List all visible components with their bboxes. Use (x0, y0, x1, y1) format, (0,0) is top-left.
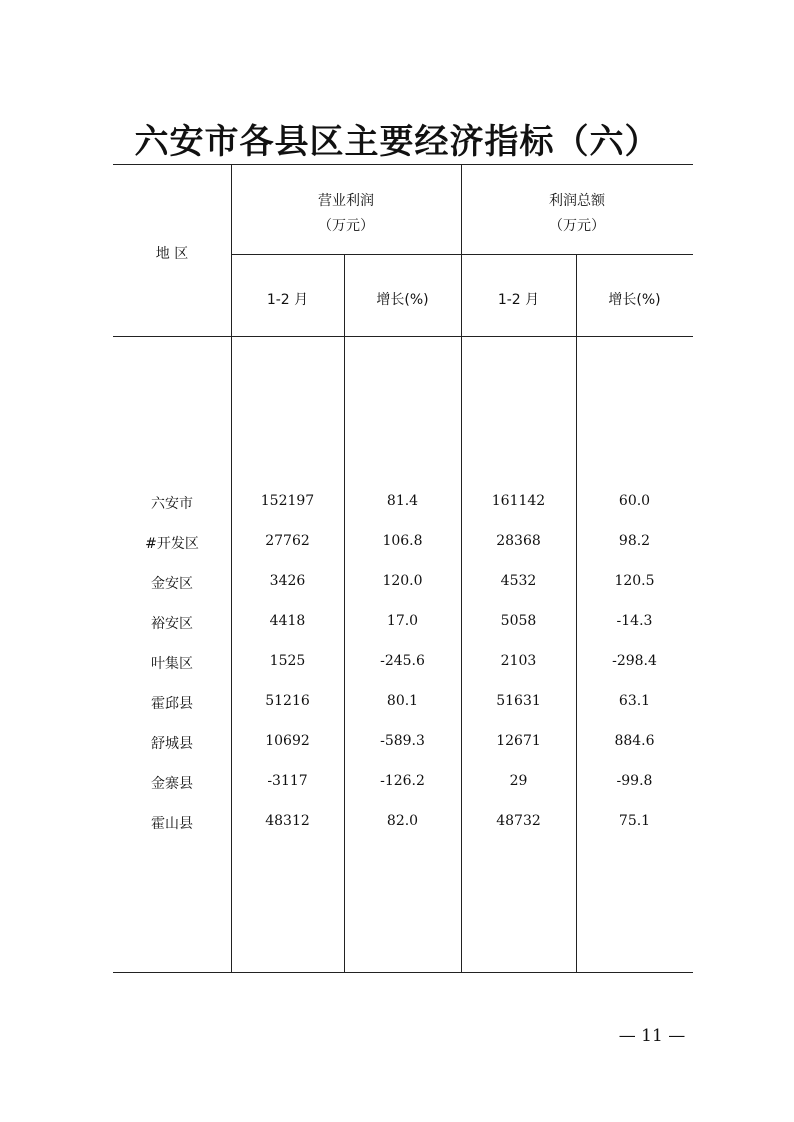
op-profit-value: 152197 (260, 493, 315, 509)
region-name: 霍邱县 (151, 696, 193, 712)
total-profit-value: 29 (509, 773, 528, 789)
page-title: 六安市各县区主要经济指标（六） (134, 122, 660, 162)
subheader-total-period: 1-2 月 (497, 292, 540, 308)
region-name: 霍山县 (151, 816, 193, 832)
header-total-profit-unit: （万元） (549, 218, 605, 234)
total-growth-value: -298.4 (612, 653, 657, 669)
header-op-profit-unit: （万元） (318, 218, 374, 234)
total-growth-value: 60.0 (618, 493, 651, 509)
table-bottom-rule (113, 972, 693, 973)
op-growth-value: 17.0 (386, 613, 419, 629)
subheader-op-period: 1-2 月 (266, 292, 309, 308)
op-growth-value: -589.3 (380, 733, 425, 749)
op-profit-value: 3426 (269, 573, 306, 589)
total-profit-value: 4532 (500, 573, 537, 589)
total-profit-value: 51631 (496, 693, 541, 709)
header-region: 地 区 (155, 246, 189, 262)
total-growth-value: 63.1 (618, 693, 651, 709)
total-growth-value: 98.2 (618, 533, 651, 549)
region-name: 金寨县 (151, 776, 193, 792)
total-growth-value: 75.1 (618, 813, 651, 829)
group-header-rule (231, 254, 693, 255)
total-profit-value: 2103 (500, 653, 537, 669)
op-growth-value: 120.0 (382, 573, 423, 589)
op-profit-value: 48312 (265, 813, 310, 829)
total-profit-value: 5058 (500, 613, 537, 629)
region-name: 叶集区 (151, 656, 193, 672)
total-profit-value: 12671 (496, 733, 541, 749)
subheader-total-growth: 增长(%) (608, 292, 661, 308)
col-divider-group (461, 164, 462, 972)
op-profit-value: 4418 (269, 613, 306, 629)
op-profit-value: 27762 (265, 533, 310, 549)
op-growth-value: -245.6 (380, 653, 425, 669)
total-growth-value: 884.6 (614, 733, 655, 749)
total-profit-value: 28368 (496, 533, 541, 549)
region-name: 舒城县 (151, 736, 193, 752)
op-profit-value: 10692 (265, 733, 310, 749)
op-profit-value: -3117 (267, 773, 308, 789)
region-name: 金安区 (151, 576, 193, 592)
op-growth-value: 80.1 (386, 693, 419, 709)
total-growth-value: -99.8 (616, 773, 653, 789)
region-name: 六安市 (151, 496, 193, 512)
op-growth-value: 81.4 (386, 493, 419, 509)
header-total-profit: 利润总额 (549, 193, 605, 209)
total-growth-value: -14.3 (616, 613, 653, 629)
total-profit-value: 161142 (491, 493, 546, 509)
region-name: #开发区 (145, 536, 199, 552)
region-name: 裕安区 (151, 616, 193, 632)
header-bottom-rule (113, 336, 693, 337)
op-profit-value: 1525 (269, 653, 306, 669)
col-divider-region (231, 164, 232, 972)
total-profit-value: 48732 (496, 813, 541, 829)
op-growth-value: -126.2 (380, 773, 425, 789)
page-number: — 11 — (618, 1026, 686, 1046)
header-op-profit: 营业利润 (318, 193, 374, 209)
op-growth-value: 82.0 (386, 813, 419, 829)
op-growth-value: 106.8 (382, 533, 423, 549)
total-growth-value: 120.5 (614, 573, 655, 589)
table-top-rule (113, 164, 693, 165)
subheader-op-growth: 增长(%) (376, 292, 429, 308)
op-profit-value: 51216 (265, 693, 310, 709)
